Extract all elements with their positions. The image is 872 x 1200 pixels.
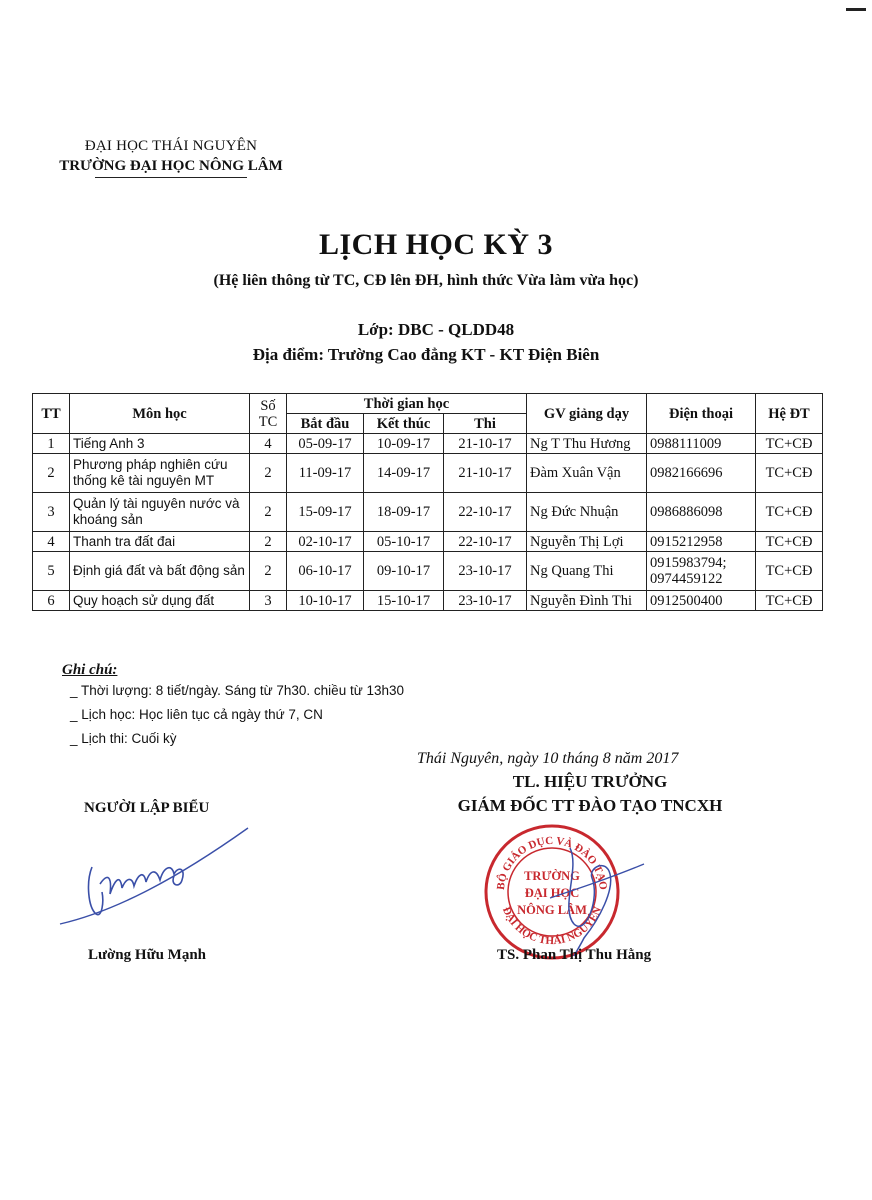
header-tt: TT bbox=[33, 394, 70, 434]
cell-start: 11-09-17 bbox=[287, 454, 364, 493]
scan-corner-mark bbox=[846, 8, 866, 11]
cell-teacher: Nguyễn Thị Lợi bbox=[527, 532, 647, 552]
university-name: ĐẠI HỌC THÁI NGUYÊN bbox=[84, 138, 258, 154]
header-start: Bắt đầu bbox=[287, 414, 364, 434]
cell-tt: 1 bbox=[33, 434, 70, 454]
header-teacher: GV giảng dạy bbox=[527, 394, 647, 434]
cell-credits: 4 bbox=[250, 434, 287, 454]
cell-exam: 21-10-17 bbox=[444, 434, 527, 454]
signer-title-2: GIÁM ĐỐC TT ĐÀO TẠO TNCXH bbox=[457, 796, 723, 815]
cell-tt: 2 bbox=[33, 454, 70, 493]
cell-end: 10-09-17 bbox=[364, 434, 444, 454]
table-row bbox=[33, 552, 823, 591]
cell-teacher: Ng Đức Nhuận bbox=[527, 493, 647, 532]
cell-exam: 23-10-17 bbox=[444, 591, 527, 611]
cell-exam: 22-10-17 bbox=[444, 493, 527, 532]
preparer-title: NGƯỜI LẬP BIỂU bbox=[84, 800, 210, 816]
header-time-group: Thời gian học bbox=[287, 394, 527, 414]
cell-exam: 22-10-17 bbox=[444, 532, 527, 552]
cell-tt: 4 bbox=[33, 532, 70, 552]
signer-title-block bbox=[420, 772, 760, 816]
note-item: _ Lịch thi: Cuối kỳ bbox=[70, 731, 177, 746]
cell-end: 15-10-17 bbox=[364, 591, 444, 611]
cell-teacher: Ng Quang Thi bbox=[527, 552, 647, 591]
cell-subject: Định giá đất và bất động sản bbox=[70, 552, 250, 591]
cell-subject: Tiếng Anh 3 bbox=[70, 434, 250, 454]
date-line: Thái Nguyên, ngày 10 tháng 8 năm 2017 bbox=[417, 750, 679, 767]
page-title: LỊCH HỌC KỲ 3 bbox=[318, 228, 554, 261]
cell-start: 05-09-17 bbox=[287, 434, 364, 454]
cell-teacher: Nguyễn Đình Thi bbox=[527, 591, 647, 611]
header-system: Hệ ĐT bbox=[756, 394, 823, 434]
cell-system: TC+CĐ bbox=[756, 552, 823, 591]
note-item: _ Thời lượng: 8 tiết/ngày. Sáng từ 7h30. chiều từ 13h30 bbox=[70, 683, 405, 698]
cell-subject: Quản lý tài nguyên nước và khoáng sản bbox=[70, 493, 250, 532]
preparer-signature-icon bbox=[52, 822, 262, 932]
cell-start: 02-10-17 bbox=[287, 532, 364, 552]
cell-end: 14-09-17 bbox=[364, 454, 444, 493]
preparer-name: Lường Hữu Mạnh bbox=[88, 947, 207, 963]
cell-system: TC+CĐ bbox=[756, 454, 823, 493]
stamp-ring-top: BỘ GIÁO DỤC VÀ ĐÀO TẠO bbox=[494, 834, 610, 891]
school-name: TRƯỜNG ĐẠI HỌC NÔNG LÂM bbox=[59, 158, 283, 174]
place-line: Địa điểm: Trường Cao đẳng KT - KT Điện Biên bbox=[252, 345, 600, 364]
director-signature-icon bbox=[540, 828, 650, 958]
cell-system: TC+CĐ bbox=[756, 434, 823, 454]
table-row bbox=[33, 493, 823, 532]
director-name: TS. Phan Thị Thu Hằng bbox=[497, 947, 652, 963]
cell-subject: Thanh tra đất đai bbox=[70, 532, 250, 552]
stamp-ring-bottom: ĐẠI HỌC THÁI NGUYÊN bbox=[499, 905, 605, 948]
header-credits bbox=[250, 394, 287, 434]
header-phone: Điện thoại bbox=[647, 394, 756, 434]
stamp-line-3: NÔNG LÂM bbox=[517, 903, 587, 917]
signer-title-1: TL. HIỆU TRƯỞNG bbox=[512, 772, 668, 791]
header-credits-line2: TC bbox=[258, 413, 278, 430]
cell-exam: 23-10-17 bbox=[444, 552, 527, 591]
cell-phone: 0915212958 bbox=[647, 532, 756, 552]
header-end: Kết thúc bbox=[364, 414, 444, 434]
schedule-table bbox=[32, 393, 823, 611]
table-row bbox=[33, 434, 823, 454]
cell-subject: Phương pháp nghiên cứu thống kê tài nguyên MT bbox=[70, 454, 250, 493]
header-credits-line1: Số bbox=[260, 397, 276, 414]
table-row bbox=[33, 591, 823, 611]
cell-start: 10-10-17 bbox=[287, 591, 364, 611]
cell-phone: 0912500400 bbox=[647, 591, 756, 611]
cell-end: 05-10-17 bbox=[364, 532, 444, 552]
cell-teacher: Đàm Xuân Vận bbox=[527, 454, 647, 493]
cell-credits: 2 bbox=[250, 493, 287, 532]
cell-phone: 0988111009 bbox=[647, 434, 756, 454]
note-item: _ Lịch học: Học liên tục cả ngày thứ 7, CN bbox=[70, 707, 323, 722]
cell-exam: 21-10-17 bbox=[444, 454, 527, 493]
cell-end: 18-09-17 bbox=[364, 493, 444, 532]
cell-phone: 0986886098 bbox=[647, 493, 756, 532]
header-subject: Môn học bbox=[70, 394, 250, 434]
cell-tt: 6 bbox=[33, 591, 70, 611]
cell-phone: 0982166696 bbox=[647, 454, 756, 493]
cell-end: 09-10-17 bbox=[364, 552, 444, 591]
notes-title: Ghi chú: bbox=[62, 662, 118, 678]
stamp-line-2: ĐẠI HỌC bbox=[524, 886, 580, 900]
cell-start: 15-09-17 bbox=[287, 493, 364, 532]
cell-subject: Quy hoạch sử dụng đất bbox=[70, 591, 250, 611]
stamp-line-1: TRƯỜNG bbox=[524, 869, 580, 883]
cell-phone: 0915983794; 0974459122 bbox=[647, 552, 756, 591]
cell-system: TC+CĐ bbox=[756, 532, 823, 552]
notes-section bbox=[62, 662, 404, 751]
table-row bbox=[33, 454, 823, 493]
header-block bbox=[36, 138, 306, 178]
table-row bbox=[33, 532, 823, 552]
cell-tt: 5 bbox=[33, 552, 70, 591]
cell-credits: 2 bbox=[250, 552, 287, 591]
header-exam: Thi bbox=[444, 414, 527, 434]
cell-credits: 2 bbox=[250, 454, 287, 493]
cell-teacher: Ng T Thu Hương bbox=[527, 434, 647, 454]
cell-tt: 3 bbox=[33, 493, 70, 532]
header-underline bbox=[95, 177, 247, 178]
cell-credits: 2 bbox=[250, 532, 287, 552]
cell-start: 06-10-17 bbox=[287, 552, 364, 591]
cell-credits: 3 bbox=[250, 591, 287, 611]
cell-system: TC+CĐ bbox=[756, 591, 823, 611]
class-line: Lớp: DBC - QLDD48 bbox=[357, 320, 515, 339]
cell-system: TC+CĐ bbox=[756, 493, 823, 532]
page-subtitle: (Hệ liên thông từ TC, CĐ lên ĐH, hình thức Vừa làm vừa học) bbox=[213, 272, 639, 289]
